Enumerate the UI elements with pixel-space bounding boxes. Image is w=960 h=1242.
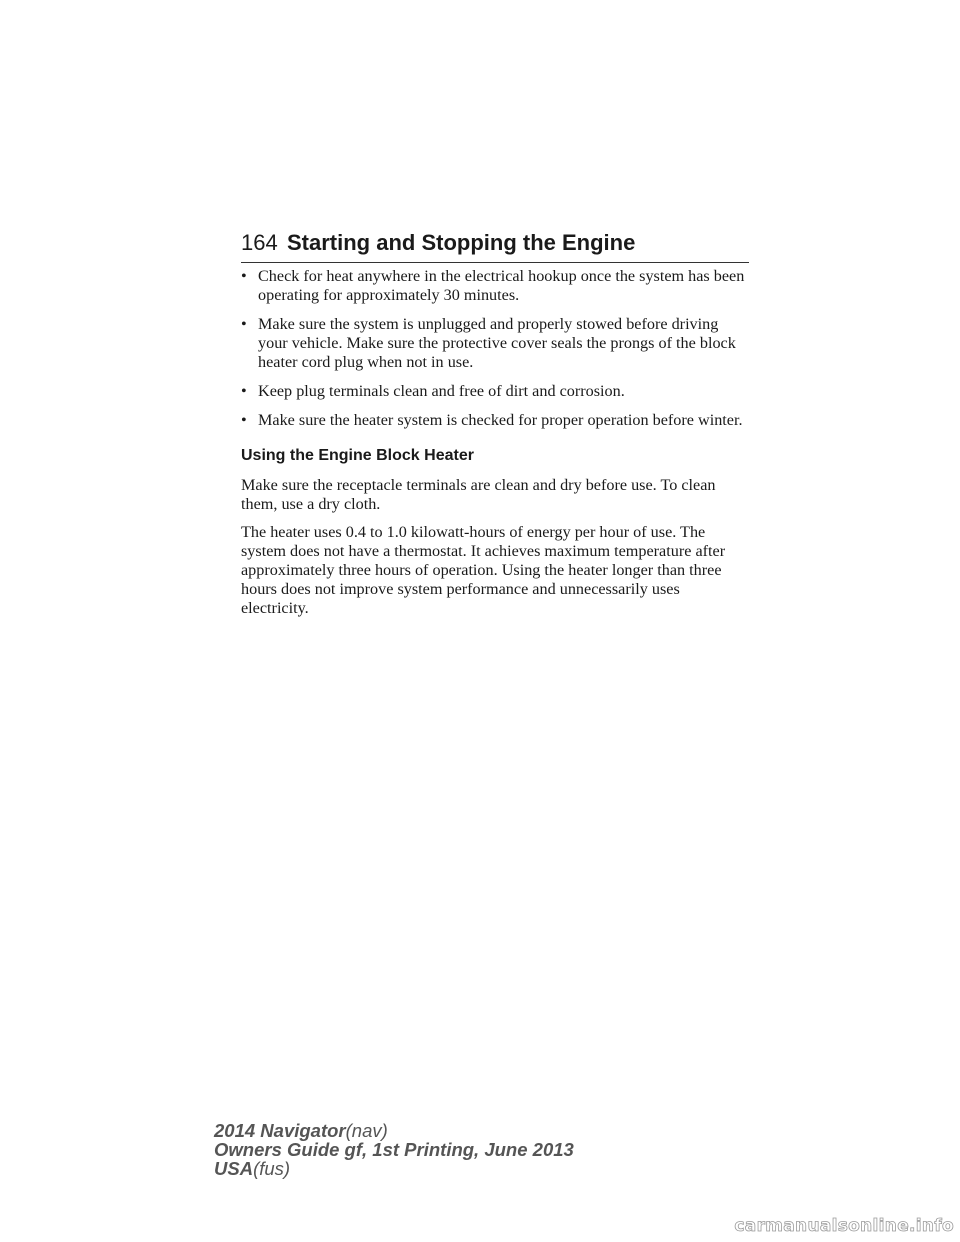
footer-line	[214, 1121, 574, 1140]
footer-line	[214, 1159, 574, 1178]
section-heading: Using the Engine Block Heater	[241, 447, 474, 464]
page-number: 164	[241, 230, 278, 255]
body-content	[241, 267, 751, 627]
paragraph: The heater uses 0.4 to 1.0 kilowatt-hours of energy per hour of use. The system does not have a thermostat. It achieves maximum temperature after approximately three hours of operation. Using the heater longer than three hours does not improve system performance and unnecessarily uses electricity.	[241, 523, 726, 617]
bullet-text: Keep plug terminals clean and free of dirt and corrosion.	[258, 382, 625, 400]
bullet-text: Check for heat anywhere in the electrical hookup once the system has been operating for approximately 30 minutes.	[258, 267, 745, 304]
bullet-icon: •	[241, 411, 247, 429]
bullet-icon: •	[241, 382, 247, 400]
bullet-list	[241, 267, 751, 430]
list-item	[241, 267, 751, 305]
list-item	[241, 315, 751, 372]
footer-model: 2014 Navigator	[214, 1120, 346, 1141]
list-item	[241, 411, 751, 430]
footer-model-code: (nav)	[345, 1120, 388, 1141]
page-footer	[214, 1121, 574, 1178]
bullet-text: Make sure the system is unplugged and properly stowed before driving your vehicle. Make sure the protective cover seals the prongs of the block heater cord plug when not in use.	[258, 315, 736, 371]
bullet-icon: •	[241, 267, 247, 285]
footer-market: USA	[214, 1158, 254, 1179]
footer-line	[214, 1140, 574, 1159]
watermark: carmanualsonline.info	[734, 1216, 954, 1236]
paragraph: Make sure the receptacle terminals are clean and dry before use. To clean them, use a dry cloth.	[241, 476, 716, 513]
bullet-text: Make sure the heater system is checked for proper operation before winter.	[258, 411, 743, 429]
footer-printing: Owners Guide gf, 1st Printing, June 2013	[214, 1139, 574, 1160]
bullet-icon: •	[241, 315, 247, 333]
list-item	[241, 382, 751, 401]
chapter-title: Starting and Stopping the Engine	[287, 230, 636, 255]
footer-market-code: (fus)	[253, 1158, 291, 1179]
page-header	[241, 228, 749, 263]
